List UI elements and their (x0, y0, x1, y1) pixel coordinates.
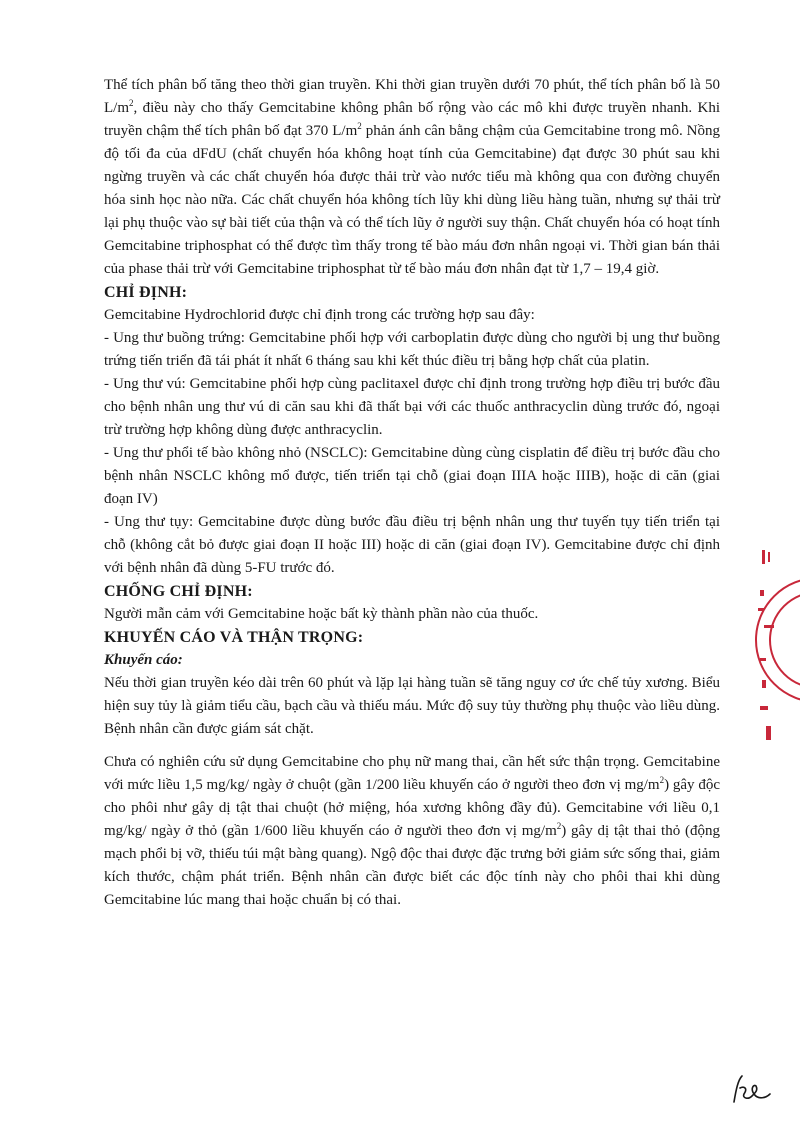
indication-item-pancreas: - Ung thư tụy: Gemcitabine được dùng bước đầu điều trị bệnh nhân ung thư tuyến tụy tiến triển tại chỗ (không cắt bỏ được giai đoạn II hoặc III) hoặc di căn (giai đoạn IV). Gemcitabine được chỉ định với bệnh nhân đã dùng 5-FU trước đó. (104, 514, 720, 576)
superscript: 2 (357, 121, 362, 131)
contraindications-text: Người mẫn cảm với Gemcitabine hoặc bất kỳ thành phần nào của thuốc. (104, 606, 539, 622)
superscript: 2 (659, 775, 665, 785)
contraindications-heading: CHỐNG CHỈ ĐỊNH: (104, 583, 253, 600)
pharmacokinetics-paragraph: Thể tích phân bố tăng theo thời gian truyền. Khi thời gian truyền dưới 70 phút, thể tích phân bố là 50 $L/m^2$, điều này cho thấy Gemcitabine không phân bố rộng vào các mô khi được truyền nhanh. Khi truyền chậm thể tích phân bố đạt 370 $L/m^2$ phản ánh cân bằng chậm của Gemcitabine trong mô. Nồng độ tối đa của dFdU (chất chuyển hóa không hoạt tính của Gemcitabine) đạt được 30 phút sau khi ngừng truyền và các chất chuyển hóa được thải trừ vào nước tiểu mà không qua con đường chuyển hóa sinh học nào nữa. Các chất chuyển hóa không tích lũy khi dùng liều hàng tuần, nhưng sự thải trừ lại phụ thuộc vào sự bài tiết của thận và có thể tích lũy ở người suy thận. Chất chuyển hóa có hoạt tính Gemcitabine triphosphat có thể được tìm thấy trong tế bào máu đơn nhân ngoại vi. Thời gian bán thải của phase thải trừ với Gemcitabine triphosphat từ tế bào máu đơn nhân đạt từ 1,7 – 19,4 giờ. (104, 77, 720, 277)
indication-item-lung: - Ung thư phổi tế bào không nhỏ (NSCLC): Gemcitabine dùng cùng cisplatin để điều trị bước đầu cho bệnh nhân NSCLC không mổ được, tiến triển tại chỗ (giai đoạn IIIA hoặc IIIB), hoặc di căn (giai đoạn IV) (104, 445, 720, 507)
warnings-heading: KHUYẾN CÁO VÀ THẬN TRỌNG: (104, 629, 364, 646)
indication-item-ovarian: - Ung thư buồng trứng: Gemcitabine phối hợp với carboplatin được dùng cho người bị ung thư buồng trứng tiến triển đã tái phát ít nhất 6 tháng sau khi kết thúc điều trị bằng hợp chất của platin. (104, 330, 720, 369)
warnings-paragraph-1: Nếu thời gian truyền kéo dài trên 60 phút và lặp lại hàng tuần sẽ tăng nguy cơ ức chế tủy xương. Biểu hiện suy tủy là giảm tiểu cầu, bạch cầu và thiếu máu. Mức độ suy tủy thường phụ thuộc vào liều dùng. Bệnh nhân cần được giám sát chặt. (104, 675, 720, 737)
stamp-icon (748, 530, 800, 750)
signature-icon (728, 1072, 774, 1113)
indications-intro: Gemcitabine Hydrochlorid được chỉ định trong các trường hợp sau đây: (104, 307, 535, 323)
document-page (104, 74, 720, 912)
warnings-subheading: Khuyến cáo: (104, 652, 183, 668)
warnings-paragraph-2: Chưa có nghiên cứu sử dụng Gemcitabine cho phụ nữ mang thai, cần hết sức thận trọng. Gemcitabine với mức liều 1,5 mg/kg/ ngày ở chuột (gần 1/200 liều khuyến cáo ở người theo đơn vị $mg/m^2$) gây độc cho phôi như gây dị tật thai chuột (hở miệng, hóa xương không đầy đủ). Gemcitabine với liều 0,1 mg/kg/ ngày ở thỏ (gần 1/600 liều khuyến cáo ở người theo đơn vị $mg/m^2$) gây dị tật thai thỏ (động mạch phổi bị vỡ, thiếu túi mật bàng quang). Ngộ độc thai được đặc trưng bởi giảm sức sống thai, giảm kích thước, chậm phát triển. Bệnh nhân cần được biết các độc tính này cho phôi thai khi dùng Gemcitabine lúc mang thai hoặc chuẩn bị có thai. (104, 754, 721, 908)
superscript: 2 (556, 821, 562, 831)
indications-heading: CHỈ ĐỊNH: (104, 284, 188, 301)
superscript: 2 (129, 98, 134, 108)
indication-item-breast: - Ung thư vú: Gemcitabine phối hợp cùng paclitaxel được chỉ định trong trường hợp điều trị bước đầu cho bệnh nhân ung thư vú di căn sau khi đã thất bại với các thuốc anthracyclin dùng trước đó, ngoại trừ trường hợp không dùng được anthracyclin. (104, 376, 720, 438)
